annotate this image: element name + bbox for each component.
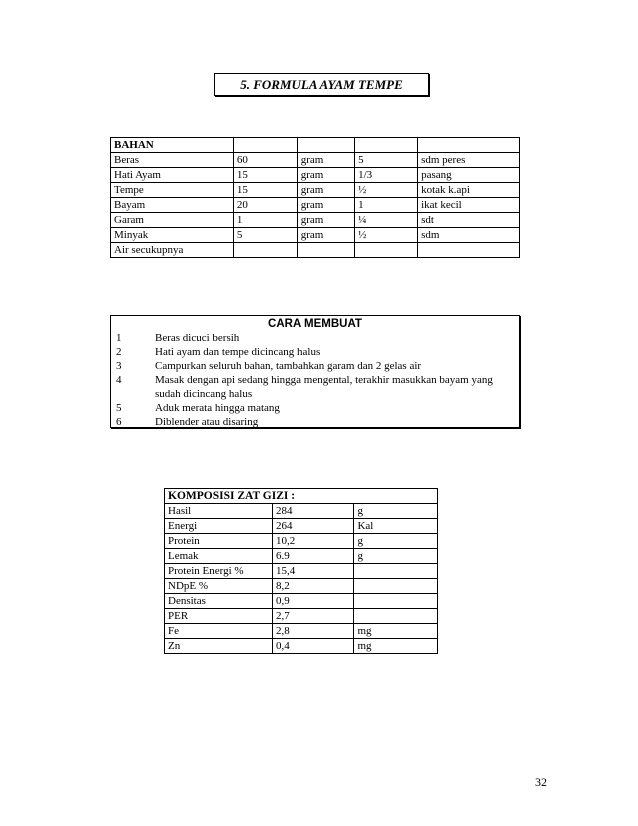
ingredient-amount: 5 [233, 228, 297, 243]
ingredient-amount [233, 243, 297, 258]
ingredient-row [111, 228, 520, 243]
step-number: 2 [116, 346, 122, 358]
ingredient-name: Tempe [111, 183, 234, 198]
nutrient-unit [354, 579, 438, 594]
nutrient-unit: mg [354, 624, 438, 639]
ingredient-amount: 15 [233, 183, 297, 198]
ingredient-name: Garam [111, 213, 234, 228]
nutrient-value: 8,2 [272, 579, 353, 594]
step-number: 3 [116, 360, 122, 372]
step-number: 1 [116, 332, 122, 344]
ingredient-household-unit: sdt [418, 213, 520, 228]
ingredient-amount: 1 [233, 213, 297, 228]
step-text: Masak dengan api sedang hingga mengental, terakhir masukkan bayam yang sudah dicincang halus [155, 374, 493, 400]
ingredient-name: Air secukupnya [111, 243, 234, 258]
ingredient-amount: 20 [233, 198, 297, 213]
instructions-title: CARA MEMBUAT [268, 318, 362, 330]
nutrient-name: PER [165, 609, 273, 624]
nutrient-value: 0,4 [272, 639, 353, 654]
step-text: Aduk merata hingga matang [155, 402, 280, 414]
ingredient-household-amount: 1/3 [355, 168, 418, 183]
nutrient-name: NDpE % [165, 579, 273, 594]
ingredient-unit: gram [297, 153, 354, 168]
nutrient-value: 2,8 [272, 624, 353, 639]
step-text: Campurkan seluruh bahan, tambahkan garam dan 2 gelas air [155, 360, 422, 372]
step-text: Beras dicuci bersih [155, 332, 240, 344]
ingredient-household-unit: pasang [418, 168, 520, 183]
nutrient-unit [354, 564, 438, 579]
ingredient-household-amount: 5 [355, 153, 418, 168]
nutrient-unit: mg [354, 639, 438, 654]
ingredient-row [111, 213, 520, 228]
nutrition-table [164, 488, 438, 654]
nutrient-name: Hasil [165, 504, 273, 519]
ingredient-unit: gram [297, 228, 354, 243]
instruction-step [111, 345, 519, 359]
ingredients-table [110, 137, 520, 258]
ingredient-unit: gram [297, 168, 354, 183]
ingredients-header: BAHAN [111, 138, 234, 153]
ingredient-row [111, 243, 520, 258]
nutrient-value: 6.9 [272, 549, 353, 564]
ingredient-household-amount: ¼ [355, 213, 418, 228]
instruction-step [111, 401, 519, 415]
ingredient-household-unit: sdm peres [418, 153, 520, 168]
nutrient-name: Lemak [165, 549, 273, 564]
ingredient-name: Beras [111, 153, 234, 168]
ingredient-unit [297, 243, 354, 258]
nutrition-row [165, 579, 438, 594]
nutrient-name: Protein Energi % [165, 564, 273, 579]
nutrition-row [165, 639, 438, 654]
nutrient-value: 264 [272, 519, 353, 534]
ingredient-row [111, 153, 520, 168]
instruction-step [111, 415, 519, 429]
nutrient-name: Protein [165, 534, 273, 549]
ingredients-header-row [111, 138, 520, 153]
step-number: 4 [116, 374, 122, 386]
nutrient-unit: g [354, 504, 438, 519]
instruction-step [111, 359, 519, 373]
nutrient-name: Energi [165, 519, 273, 534]
ingredient-household-amount [355, 243, 418, 258]
ingredient-household-unit: kotak k.api [418, 183, 520, 198]
ingredient-name: Bayam [111, 198, 234, 213]
ingredient-row [111, 168, 520, 183]
nutrition-row [165, 504, 438, 519]
instructions-box [110, 315, 520, 428]
nutrient-name: Densitas [165, 594, 273, 609]
nutrition-row [165, 594, 438, 609]
ingredient-amount: 15 [233, 168, 297, 183]
ingredient-unit: gram [297, 183, 354, 198]
ingredient-household-unit: sdm [418, 228, 520, 243]
nutrient-name: Zn [165, 639, 273, 654]
nutrient-value: 10,2 [272, 534, 353, 549]
ingredient-unit: gram [297, 213, 354, 228]
ingredient-household-unit [418, 243, 520, 258]
nutrient-unit [354, 594, 438, 609]
nutrient-unit: g [354, 549, 438, 564]
ingredient-name: Minyak [111, 228, 234, 243]
nutrition-row [165, 534, 438, 549]
step-text: Hati ayam dan tempe dicincang halus [155, 346, 321, 358]
nutrient-value: 0,9 [272, 594, 353, 609]
nutrition-header-row [165, 489, 438, 504]
ingredient-row [111, 198, 520, 213]
ingredient-household-amount: ½ [355, 228, 418, 243]
nutrient-name: Fe [165, 624, 273, 639]
nutrition-row [165, 519, 438, 534]
step-number: 6 [116, 416, 122, 428]
step-number: 5 [116, 402, 122, 414]
nutrition-row [165, 549, 438, 564]
nutrition-row [165, 624, 438, 639]
nutrition-row [165, 564, 438, 579]
ingredient-household-amount: 1 [355, 198, 418, 213]
nutrient-unit: Kal [354, 519, 438, 534]
step-text: Diblender atau disaring [155, 416, 259, 428]
instruction-step [111, 331, 519, 345]
ingredient-household-amount: ½ [355, 183, 418, 198]
nutrient-unit: g [354, 534, 438, 549]
nutrition-header: KOMPOSISI ZAT GIZI : [165, 489, 438, 504]
nutrient-unit [354, 609, 438, 624]
nutrient-value: 15,4 [272, 564, 353, 579]
ingredient-household-unit: ikat kecil [418, 198, 520, 213]
nutrient-value: 2,7 [272, 609, 353, 624]
ingredient-unit: gram [297, 198, 354, 213]
recipe-title: 5. FORMULA AYAM TEMPE [214, 73, 429, 96]
ingredient-row [111, 183, 520, 198]
nutrient-value: 284 [272, 504, 353, 519]
ingredient-name: Hati Ayam [111, 168, 234, 183]
page-number: 32 [535, 775, 547, 789]
ingredient-amount: 60 [233, 153, 297, 168]
instruction-step [111, 373, 519, 401]
nutrition-row [165, 609, 438, 624]
